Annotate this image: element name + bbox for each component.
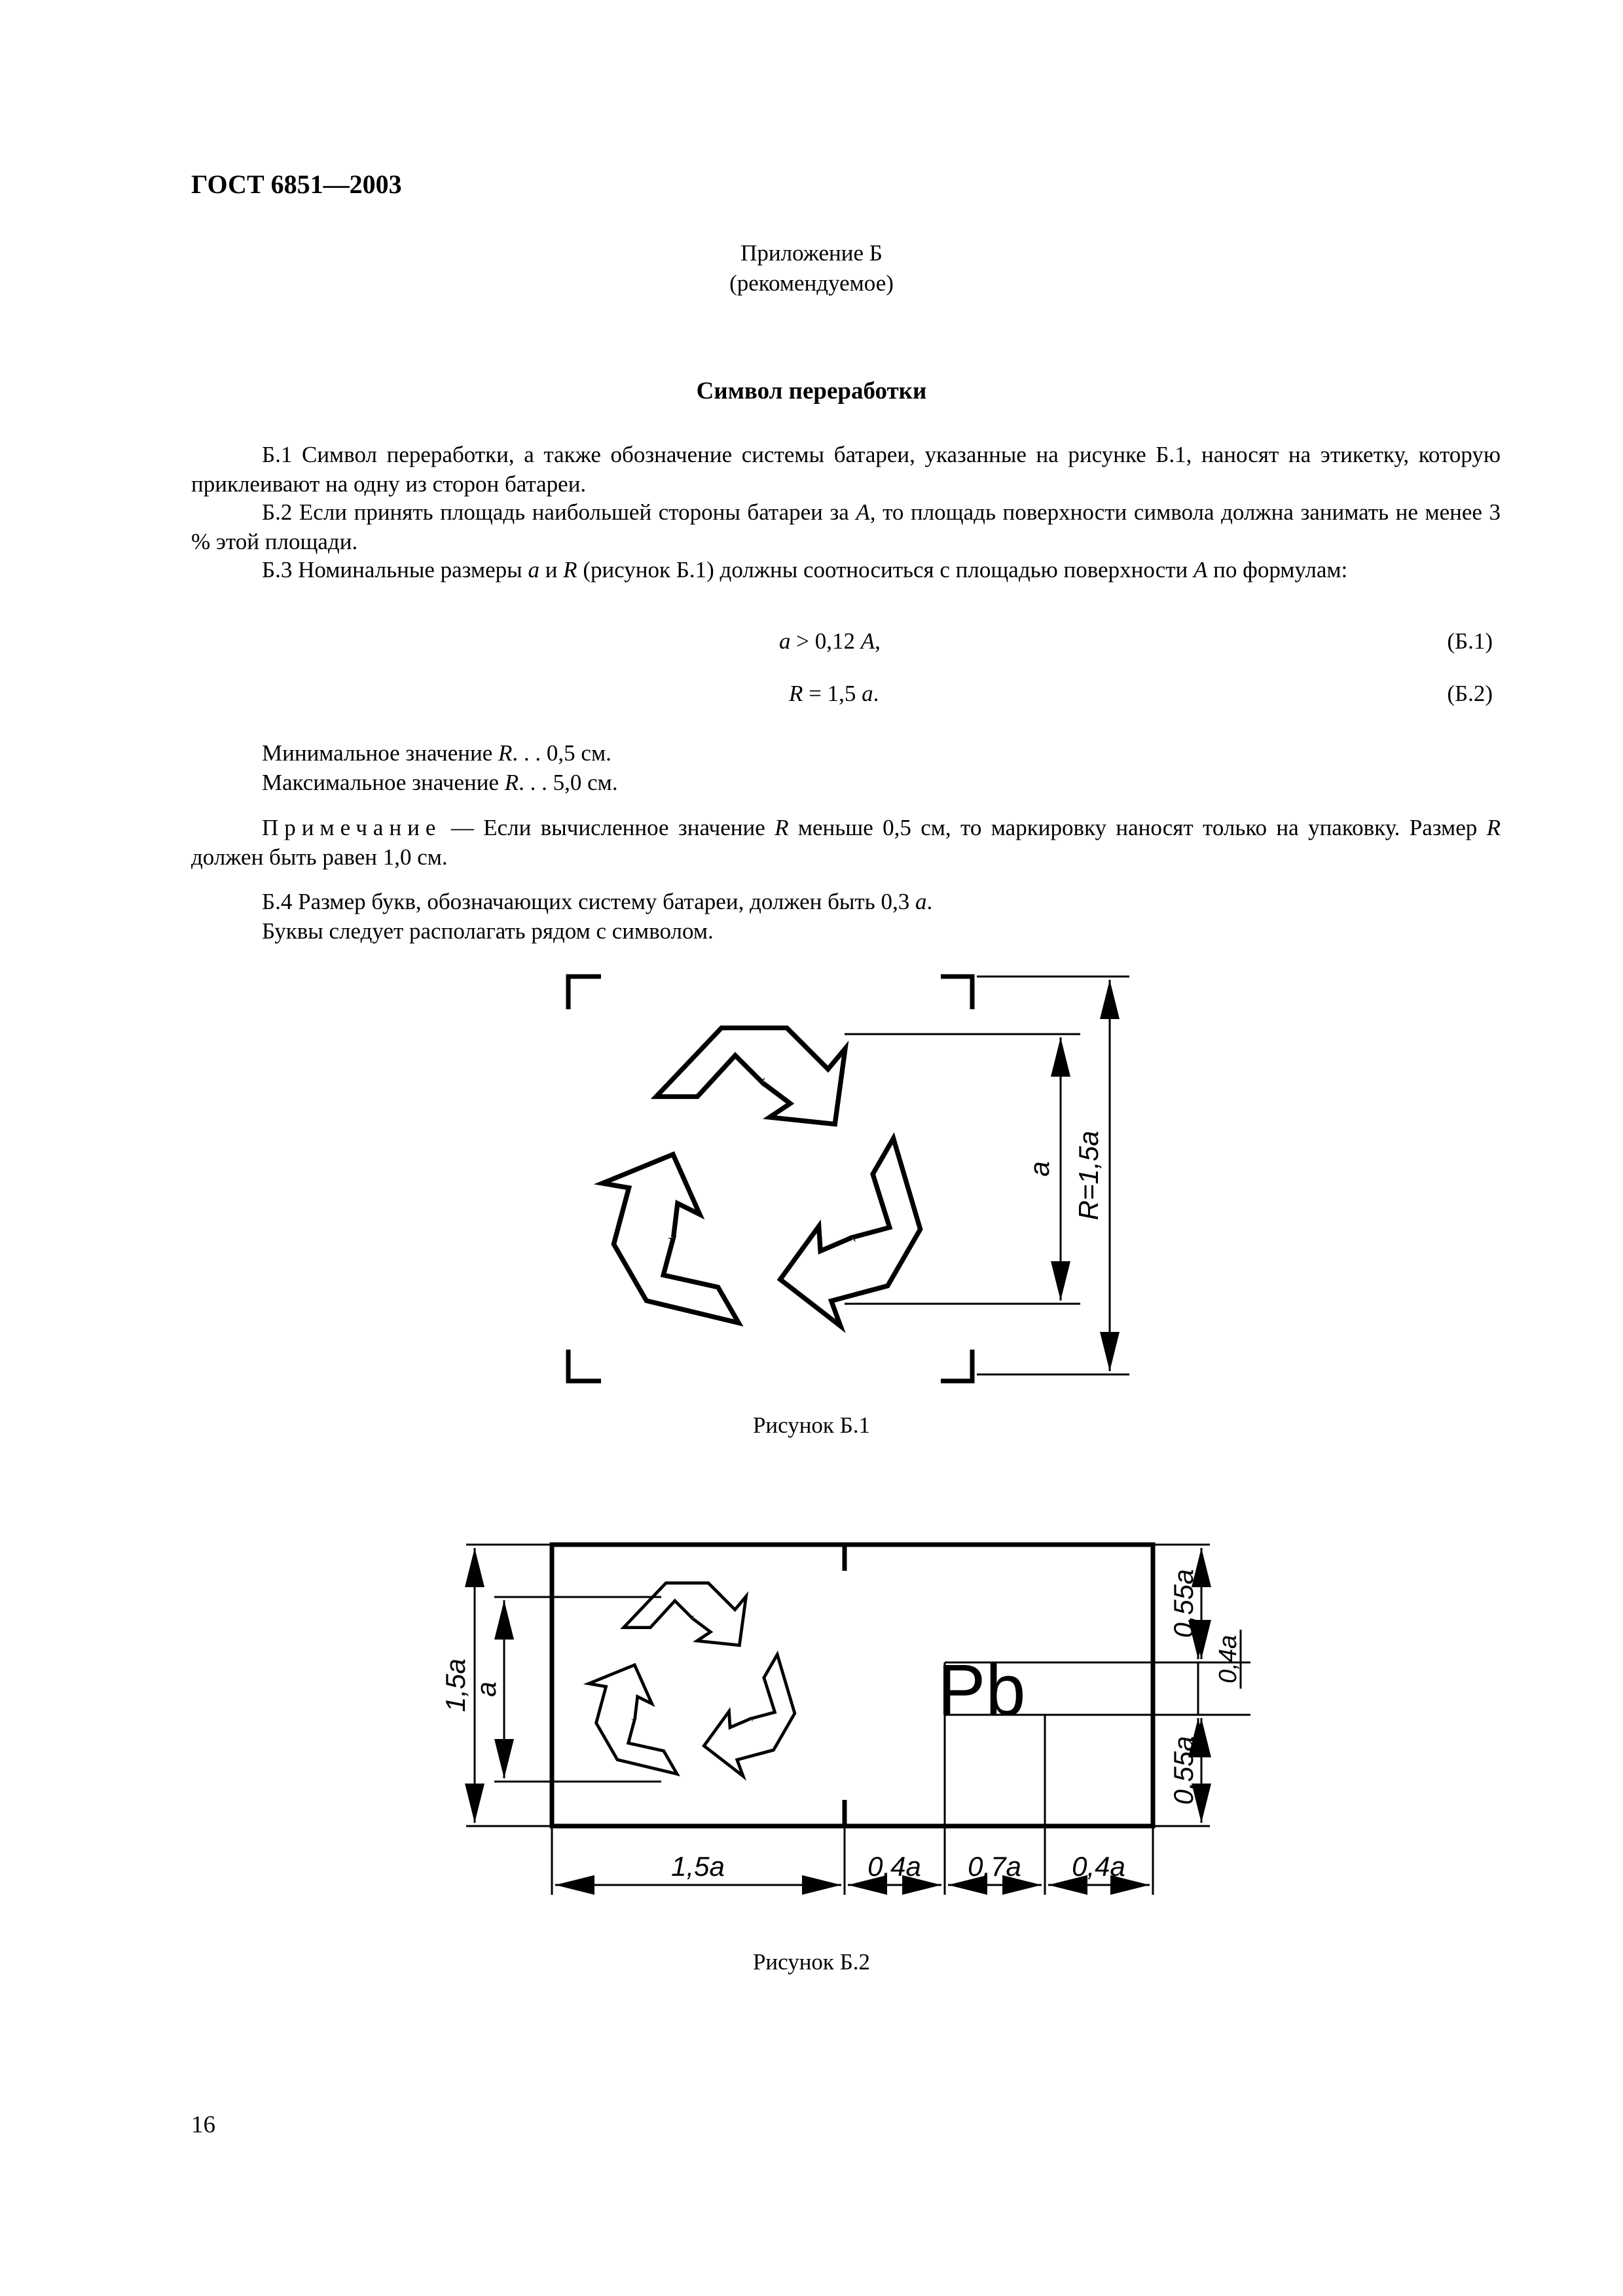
b2-text-end: , то площадь поверхности символа должна занимать не менее 3 % этой площади.: [191, 499, 1501, 554]
figure-2-dim-top-right: 0,55a: [1168, 1569, 1199, 1638]
paragraph-b1: Б.1 Символ переработки, а также обозначение системы батареи, указанные на рисунке Б.1, наносят на этикетку, которую приклеивают на одну из сторон батареи.: [191, 442, 1501, 497]
b4-var: a: [915, 889, 927, 914]
figure-1-caption: Рисунок Б.1: [752, 1412, 871, 1438]
limit-min-value: 0,5 см.: [546, 740, 611, 766]
b3-text-mid: (рисунок Б.1) должны соотноситься с площадью поверхности: [577, 557, 1194, 583]
limit-min-var: R: [498, 740, 513, 766]
limit-max-dots: . . .: [519, 770, 553, 795]
figure-2-dim-bottom-2: 0,4a: [867, 1851, 921, 1882]
formula-2-rel: = 1,5: [803, 681, 862, 706]
figure-1-recycle-icon: [585, 1028, 953, 1357]
limit-min-label: Минимальное значение: [262, 740, 499, 766]
formula-number-b2: (Б.2): [1447, 681, 1493, 706]
figure-2-chemistry-symbol: Pb: [938, 1650, 1026, 1731]
formula-2-rhs: a: [862, 681, 873, 706]
appendix-status: (рекомендуемое): [729, 270, 894, 296]
limit-max-var: R: [504, 770, 519, 795]
b3-text-end: по формулам:: [1207, 557, 1348, 583]
note-text-end: должен быть равен 1,0 см.: [191, 844, 448, 870]
b3-var-a: a: [528, 557, 539, 583]
formula-1-tail: ,: [875, 628, 881, 654]
b2-text: Б.2 Если принять площадь наибольшей стороны батареи за: [262, 499, 856, 525]
limit-min-dots: . . .: [512, 740, 547, 766]
formula-1-rhs: A: [860, 628, 875, 654]
figure-2-caption: Рисунок Б.2: [752, 1949, 871, 1975]
b3-var-area: A: [1194, 557, 1208, 583]
formula-number-b1: (Б.1): [1447, 628, 1493, 654]
note-text-mid: меньше 0,5 см, то маркировку наносят только на упаковку. Размер: [788, 815, 1487, 840]
formula-1-rel: > 0,12: [790, 628, 861, 654]
figure-1-dim-a: a: [1024, 1161, 1055, 1177]
paragraph-b4-line2: Буквы следует располагать рядом с символом.: [262, 918, 714, 944]
limit-max-value: 5,0 см.: [553, 770, 618, 795]
figure-2-dim-height: 1,5a: [440, 1659, 471, 1712]
figure-2-dim-bottom-1: 1,5a: [671, 1851, 725, 1882]
figure-2-dim-bottom-4: 0,4a: [1072, 1851, 1125, 1882]
figure-2-recycle-icon: [577, 1583, 816, 1797]
formula-2-lhs: R: [789, 681, 803, 706]
b3-text: Б.3 Номинальные размеры: [262, 557, 528, 583]
section-title: Символ переработки: [696, 378, 927, 404]
b2-variable: A: [856, 499, 870, 525]
document-header: ГОСТ 6851—2003: [191, 170, 402, 199]
figure-1-dim-r: R=1,5a: [1073, 1130, 1104, 1221]
figure-2-dim-bottom-right: 0,55a: [1168, 1736, 1199, 1805]
b4-text: Б.4 Размер букв, обозначающих систему батареи, должен быть 0,3: [262, 889, 915, 914]
appendix-title: Приложение Б: [740, 240, 883, 266]
b3-text-and: и: [539, 557, 564, 583]
figure-2-dim-bottom-3: 0,7a: [968, 1851, 1021, 1882]
note-text: — Если вычисленное значение: [441, 815, 775, 840]
formula-2-tail: .: [873, 681, 879, 706]
formula-1-lhs: a: [779, 628, 791, 654]
note-label: Примечание: [262, 815, 442, 840]
figure-2-dimensions: [466, 1545, 1250, 1895]
note-var-1: R: [775, 815, 789, 840]
b4-text-end: .: [926, 889, 933, 914]
limit-max-label: Максимальное значение: [262, 770, 505, 795]
page-number: 16: [191, 2111, 215, 2138]
b3-var-r: R: [563, 557, 577, 583]
figure-2-dim-a: a: [471, 1681, 501, 1697]
note-var-2: R: [1486, 815, 1501, 840]
figure-2-dim-letter: 0,4a: [1214, 1635, 1242, 1683]
